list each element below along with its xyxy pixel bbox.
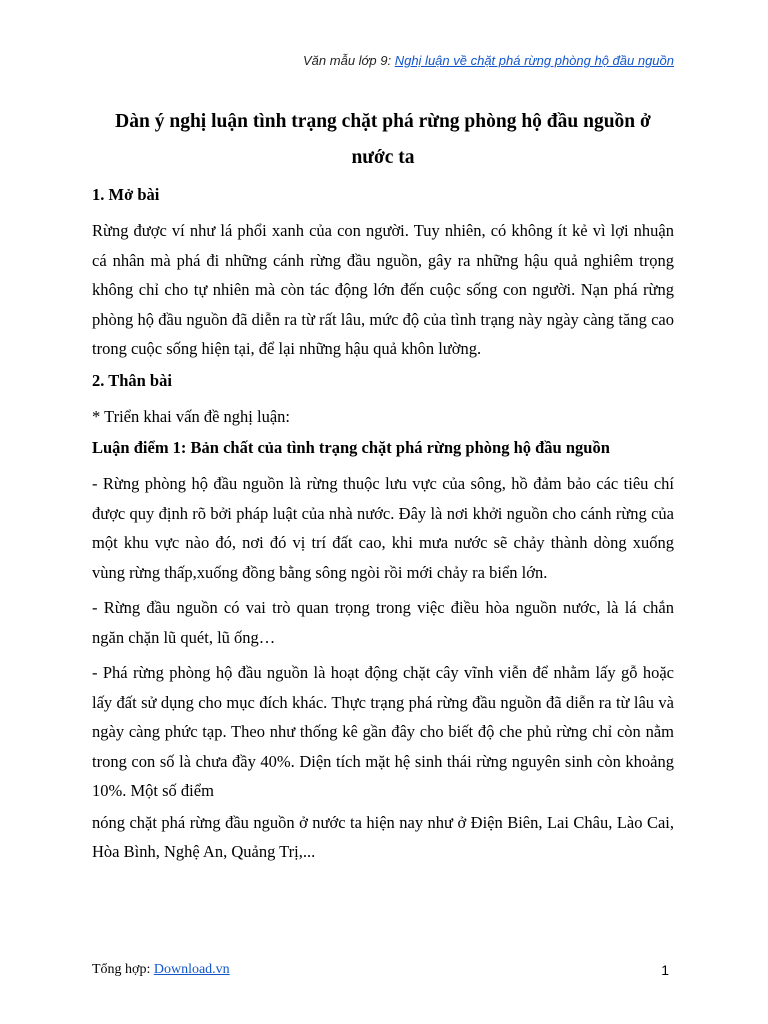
document-title: Dàn ý nghị luận tình trạng chặt phá rừng phòng hộ đầu nguồn ở nước ta <box>115 111 651 168</box>
luan-diem-heading: Luận điểm 1: Bản chất của tình trạng chặt phá rừng phòng hộ đầu nguồn <box>92 438 610 457</box>
section-heading-than-bai: 2. Thân bài <box>92 370 172 390</box>
paragraph-mo-bai: Rừng được ví như lá phổi xanh của con người. Tuy nhiên, có không ít kẻ vì lợi nhuận cá nhân mà phá đi những cánh rừng đầu nguồn, gây ra những hậu quả nghiêm trọng không chỉ cho tự nhiên mà còn tác động lớn đến cuộc sống con người. Nạn phá rừng phòng hộ đầu nguồn đã diễn ra từ rất lâu, mức độ của tình trạng này ngày càng tăng cao trong cuộc sống hiện tại, để lại những hậu quả khôn lường. <box>92 221 674 358</box>
page-number: 1 <box>661 962 669 978</box>
footer-prefix: Tổng hợp: <box>92 962 154 977</box>
section-heading-mo-bai: 1. Mở bài <box>92 185 160 204</box>
document-body <box>92 104 674 873</box>
paragraph-bullet-3: - Phá rừng phòng hộ đầu nguồn là hoạt động chặt cây vĩnh viễn để nhằm lấy gỗ hoặc lấy đất sử dụng cho mục đích khác. Thực trạng phá rừng đầu nguồn đã diễn ra từ lâu và ngày càng phức tạp. Theo như thống kê gần đây cho biết độ che phủ rừng chỉ còn nằm trong con số là chưa đầy 40%. Diện tích mặt hệ sinh thái rừng nguyên sinh còn khoảng 10%. Một số điểm <box>92 663 674 800</box>
paragraph-trien-khai: * Triển khai vấn đề nghị luận: <box>92 406 290 426</box>
header-link[interactable]: Nghị luận về chặt phá rừng phòng hộ đầu nguồn <box>394 53 674 68</box>
paragraph-bullet-3-continued: nóng chặt phá rừng đầu nguồn ở nước ta hiện nay như ở Điện Biên, Lai Châu, Lào Cai, Hòa Bình, Nghệ An, Quảng Trị,... <box>92 812 674 861</box>
page-header <box>303 53 674 68</box>
paragraph-bullet-2: - Rừng đầu nguồn có vai trò quan trọng trong việc điều hòa nguồn nước, là lá chắn ngăn chặn lũ quét, lũ ống… <box>92 598 674 647</box>
paragraph-bullet-1: - Rừng phòng hộ đầu nguồn là rừng thuộc lưu vực của sông, hồ đảm bảo các tiêu chí được quy định rõ bởi pháp luật của nhà nước. Đây là nơi khởi nguồn cho cánh rừng của một khu vực nào đó, nơi đó vị trí đất cao, khi mưa nước sẽ chảy thành dòng xuống vùng rừng thấp,xuống đồng bằng sông ngòi rồi mới chảy ra biển lớn. <box>92 474 674 582</box>
header-prefix: Văn mẫu lớp 9: <box>303 53 395 68</box>
page-footer-source <box>92 962 230 978</box>
footer-link[interactable]: Download.vn <box>153 962 230 977</box>
